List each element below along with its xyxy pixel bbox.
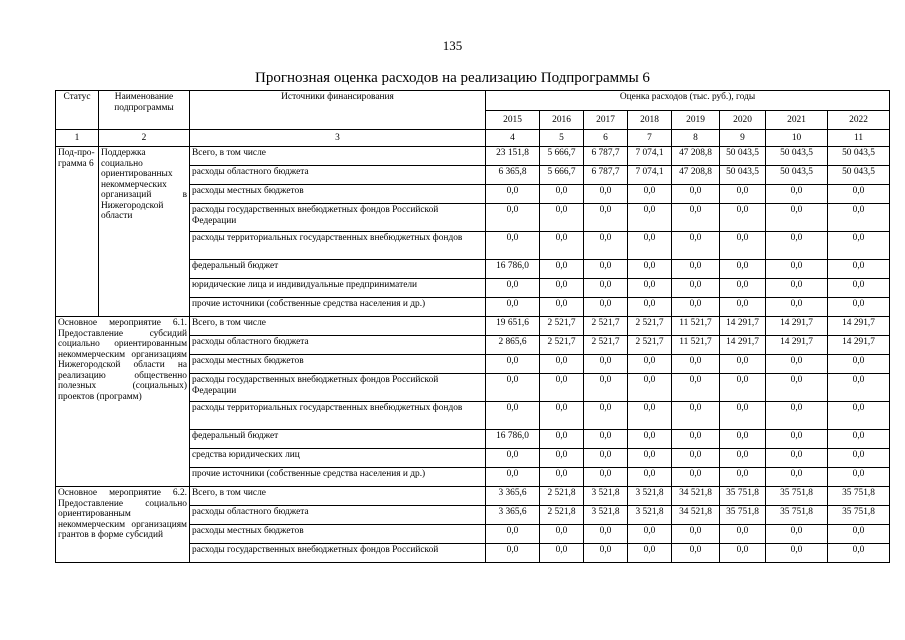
value-cell: 50 043,5 <box>720 147 766 166</box>
column-number: 11 <box>828 130 890 147</box>
funding-source-cell: расходы территориальных государственных внебюджетных фондов <box>190 232 486 260</box>
table-row <box>56 147 890 166</box>
funding-source-cell: расходы государственных внебюджетных фондов Российской Федерации <box>190 374 486 402</box>
value-cell: 3 521,8 <box>584 487 628 506</box>
header-year: 2021 <box>766 111 828 130</box>
value-cell: 0,0 <box>720 468 766 487</box>
header-year: 2018 <box>628 111 672 130</box>
value-cell: 0,0 <box>628 544 672 563</box>
value-cell: 16 786,0 <box>486 430 540 449</box>
header-estimate: Оценка расходов (тыс. руб.), годы <box>486 91 890 111</box>
value-cell: 0,0 <box>584 468 628 487</box>
value-cell: 0,0 <box>584 449 628 468</box>
value-cell: 50 043,5 <box>766 166 828 185</box>
value-cell: 0,0 <box>540 298 584 317</box>
funding-source-cell: Всего, в том числе <box>190 147 486 166</box>
value-cell: 0,0 <box>540 449 584 468</box>
header-status: Статус <box>56 91 99 130</box>
value-cell: 3 521,8 <box>628 487 672 506</box>
funding-source-cell: Всего, в том числе <box>190 317 486 336</box>
value-cell: 0,0 <box>766 402 828 430</box>
value-cell: 14 291,7 <box>766 336 828 355</box>
column-number: 5 <box>540 130 584 147</box>
value-cell: 0,0 <box>720 449 766 468</box>
value-cell: 0,0 <box>766 468 828 487</box>
value-cell: 0,0 <box>540 430 584 449</box>
value-cell: 0,0 <box>766 298 828 317</box>
value-cell: 6 787,7 <box>584 166 628 185</box>
value-cell: 0,0 <box>720 430 766 449</box>
value-cell: 0,0 <box>720 402 766 430</box>
value-cell: 2 521,7 <box>628 336 672 355</box>
value-cell: 11 521,7 <box>672 336 720 355</box>
value-cell: 7 074,1 <box>628 166 672 185</box>
value-cell: 35 751,8 <box>766 506 828 525</box>
value-cell: 0,0 <box>540 402 584 430</box>
column-number: 2 <box>99 130 190 147</box>
value-cell: 16 786,0 <box>486 260 540 279</box>
value-cell: 47 208,8 <box>672 147 720 166</box>
value-cell: 0,0 <box>828 525 890 544</box>
funding-source-cell: прочие источники (собственные средства населения и др.) <box>190 298 486 317</box>
value-cell: 0,0 <box>486 204 540 232</box>
value-cell: 5 666,7 <box>540 166 584 185</box>
funding-source-cell: расходы областного бюджета <box>190 336 486 355</box>
value-cell: 0,0 <box>766 260 828 279</box>
page-number: 135 <box>442 38 463 53</box>
funding-source-cell: федеральный бюджет <box>190 260 486 279</box>
value-cell: 34 521,8 <box>672 506 720 525</box>
status-cell: Под-про-грамма 6 <box>56 147 99 317</box>
value-cell: 0,0 <box>486 468 540 487</box>
value-cell: 0,0 <box>828 204 890 232</box>
value-cell: 0,0 <box>828 430 890 449</box>
value-cell: 0,0 <box>486 544 540 563</box>
value-cell: 50 043,5 <box>828 166 890 185</box>
value-cell: 0,0 <box>672 298 720 317</box>
value-cell: 0,0 <box>766 279 828 298</box>
value-cell: 2 521,8 <box>540 487 584 506</box>
value-cell: 0,0 <box>486 374 540 402</box>
value-cell: 14 291,7 <box>720 317 766 336</box>
column-number: 6 <box>584 130 628 147</box>
value-cell: 0,0 <box>766 355 828 374</box>
event-description-cell: Основное мероприятие 6.1. Предоставление субсидий социально ориентированным некоммерческим организациям Нижегородской области на реализацию общественно полезных (социальных) проектов (программ) <box>56 317 190 487</box>
value-cell: 0,0 <box>584 544 628 563</box>
funding-source-cell: прочие источники (собственные средства населения и др.) <box>190 468 486 487</box>
value-cell: 0,0 <box>672 525 720 544</box>
funding-source-cell: расходы местных бюджетов <box>190 525 486 544</box>
table-row <box>56 317 890 336</box>
value-cell: 0,0 <box>766 544 828 563</box>
value-cell: 0,0 <box>672 185 720 204</box>
value-cell: 0,0 <box>486 402 540 430</box>
value-cell: 0,0 <box>672 402 720 430</box>
value-cell: 0,0 <box>584 374 628 402</box>
value-cell: 0,0 <box>584 279 628 298</box>
header-year: 2017 <box>584 111 628 130</box>
value-cell: 3 365,6 <box>486 487 540 506</box>
value-cell: 0,0 <box>766 232 828 260</box>
value-cell: 0,0 <box>628 355 672 374</box>
value-cell: 0,0 <box>672 374 720 402</box>
column-number: 4 <box>486 130 540 147</box>
funding-source-cell: Всего, в том числе <box>190 487 486 506</box>
value-cell: 35 751,8 <box>828 506 890 525</box>
value-cell: 2 521,7 <box>584 317 628 336</box>
value-cell: 0,0 <box>584 185 628 204</box>
value-cell: 0,0 <box>828 544 890 563</box>
value-cell: 0,0 <box>540 374 584 402</box>
funding-source-cell: расходы государственных внебюджетных фондов Российской Федерации <box>190 204 486 232</box>
value-cell: 3 365,6 <box>486 506 540 525</box>
value-cell: 0,0 <box>540 525 584 544</box>
value-cell: 14 291,7 <box>720 336 766 355</box>
value-cell: 2 521,7 <box>584 336 628 355</box>
event-description-cell: Основное мероприятие 6.2. Предоставление социально ориентированным некоммерческим организациям грантов в форме субсидий <box>56 487 190 563</box>
value-cell: 0,0 <box>540 279 584 298</box>
value-cell: 6 365,8 <box>486 166 540 185</box>
header-row <box>56 91 890 111</box>
value-cell: 0,0 <box>486 525 540 544</box>
value-cell: 0,0 <box>672 544 720 563</box>
value-cell: 0,0 <box>584 232 628 260</box>
value-cell: 2 521,7 <box>540 336 584 355</box>
value-cell: 0,0 <box>486 355 540 374</box>
value-cell: 0,0 <box>828 355 890 374</box>
value-cell: 23 151,8 <box>486 147 540 166</box>
value-cell: 0,0 <box>672 279 720 298</box>
value-cell: 0,0 <box>766 430 828 449</box>
value-cell: 0,0 <box>540 468 584 487</box>
value-cell: 35 751,8 <box>720 506 766 525</box>
column-number: 3 <box>190 130 486 147</box>
value-cell: 0,0 <box>584 355 628 374</box>
value-cell: 0,0 <box>628 374 672 402</box>
value-cell: 0,0 <box>486 279 540 298</box>
value-cell: 5 666,7 <box>540 147 584 166</box>
value-cell: 0,0 <box>766 374 828 402</box>
value-cell: 0,0 <box>628 260 672 279</box>
funding-source-cell: расходы территориальных государственных внебюджетных фондов <box>190 402 486 430</box>
value-cell: 0,0 <box>828 468 890 487</box>
value-cell: 0,0 <box>584 204 628 232</box>
value-cell: 0,0 <box>584 525 628 544</box>
funding-source-cell: расходы государственных внебюджетных фондов Российской <box>190 544 486 563</box>
value-cell: 14 291,7 <box>766 317 828 336</box>
value-cell: 0,0 <box>672 204 720 232</box>
value-cell: 0,0 <box>828 185 890 204</box>
value-cell: 35 751,8 <box>720 487 766 506</box>
value-cell: 0,0 <box>540 355 584 374</box>
value-cell: 0,0 <box>720 260 766 279</box>
header-year: 2020 <box>720 111 766 130</box>
value-cell: 7 074,1 <box>628 147 672 166</box>
column-number-row <box>56 130 890 147</box>
value-cell: 0,0 <box>828 260 890 279</box>
value-cell: 11 521,7 <box>672 317 720 336</box>
table-row <box>56 487 890 506</box>
value-cell: 0,0 <box>672 468 720 487</box>
value-cell: 34 521,8 <box>672 487 720 506</box>
budget-table <box>55 90 890 563</box>
program-name-cell: Поддержка социально ориентированных некоммерческих организаций в Нижегородской области <box>99 147 190 317</box>
value-cell: 0,0 <box>540 185 584 204</box>
value-cell: 50 043,5 <box>720 166 766 185</box>
value-cell: 0,0 <box>720 544 766 563</box>
value-cell: 0,0 <box>540 232 584 260</box>
value-cell: 0,0 <box>828 374 890 402</box>
value-cell: 2 865,6 <box>486 336 540 355</box>
value-cell: 0,0 <box>486 232 540 260</box>
value-cell: 0,0 <box>828 449 890 468</box>
column-number: 1 <box>56 130 99 147</box>
value-cell: 2 521,8 <box>540 506 584 525</box>
column-number: 7 <box>628 130 672 147</box>
header-year: 2022 <box>828 111 890 130</box>
value-cell: 0,0 <box>720 232 766 260</box>
value-cell: 0,0 <box>584 430 628 449</box>
value-cell: 19 651,6 <box>486 317 540 336</box>
header-name: Наименование подпрограммы <box>99 91 190 130</box>
value-cell: 0,0 <box>584 298 628 317</box>
header-year: 2016 <box>540 111 584 130</box>
value-cell: 0,0 <box>766 185 828 204</box>
header-source: Источники финансирования <box>190 91 486 130</box>
value-cell: 0,0 <box>766 449 828 468</box>
funding-source-cell: средства юридических лиц <box>190 449 486 468</box>
funding-source-cell: федеральный бюджет <box>190 430 486 449</box>
funding-source-cell: расходы местных бюджетов <box>190 355 486 374</box>
header-year: 2019 <box>672 111 720 130</box>
funding-source-cell: расходы областного бюджета <box>190 166 486 185</box>
value-cell: 0,0 <box>540 544 584 563</box>
header-year: 2015 <box>486 111 540 130</box>
column-number: 8 <box>672 130 720 147</box>
value-cell: 35 751,8 <box>766 487 828 506</box>
value-cell: 0,0 <box>720 298 766 317</box>
value-cell: 0,0 <box>486 449 540 468</box>
value-cell: 0,0 <box>672 355 720 374</box>
value-cell: 0,0 <box>486 185 540 204</box>
column-number: 10 <box>766 130 828 147</box>
value-cell: 0,0 <box>766 525 828 544</box>
value-cell: 0,0 <box>584 260 628 279</box>
value-cell: 47 208,8 <box>672 166 720 185</box>
value-cell: 0,0 <box>672 449 720 468</box>
column-number: 9 <box>720 130 766 147</box>
funding-source-cell: расходы местных бюджетов <box>190 185 486 204</box>
value-cell: 0,0 <box>540 204 584 232</box>
value-cell: 0,0 <box>486 298 540 317</box>
table-title: Прогнозная оценка расходов на реализацию Подпрограммы 6 <box>255 70 650 86</box>
value-cell: 0,0 <box>720 185 766 204</box>
value-cell: 2 521,7 <box>540 317 584 336</box>
value-cell: 14 291,7 <box>828 317 890 336</box>
value-cell: 0,0 <box>828 279 890 298</box>
value-cell: 6 787,7 <box>584 147 628 166</box>
value-cell: 35 751,8 <box>828 487 890 506</box>
value-cell: 0,0 <box>628 525 672 544</box>
value-cell: 0,0 <box>628 279 672 298</box>
value-cell: 0,0 <box>628 298 672 317</box>
value-cell: 0,0 <box>628 204 672 232</box>
value-cell: 3 521,8 <box>584 506 628 525</box>
value-cell: 0,0 <box>720 525 766 544</box>
value-cell: 3 521,8 <box>628 506 672 525</box>
value-cell: 0,0 <box>766 204 828 232</box>
value-cell: 0,0 <box>628 402 672 430</box>
value-cell: 0,0 <box>828 402 890 430</box>
value-cell: 2 521,7 <box>628 317 672 336</box>
value-cell: 0,0 <box>720 374 766 402</box>
value-cell: 0,0 <box>720 279 766 298</box>
value-cell: 50 043,5 <box>828 147 890 166</box>
value-cell: 0,0 <box>628 232 672 260</box>
value-cell: 0,0 <box>628 468 672 487</box>
value-cell: 0,0 <box>628 430 672 449</box>
value-cell: 50 043,5 <box>766 147 828 166</box>
value-cell: 0,0 <box>828 298 890 317</box>
value-cell: 0,0 <box>540 260 584 279</box>
value-cell: 0,0 <box>672 430 720 449</box>
funding-source-cell: юридические лица и индивидуальные предприниматели <box>190 279 486 298</box>
value-cell: 0,0 <box>720 204 766 232</box>
value-cell: 14 291,7 <box>828 336 890 355</box>
value-cell: 0,0 <box>584 402 628 430</box>
value-cell: 0,0 <box>672 260 720 279</box>
value-cell: 0,0 <box>672 232 720 260</box>
value-cell: 0,0 <box>720 355 766 374</box>
value-cell: 0,0 <box>628 185 672 204</box>
funding-source-cell: расходы областного бюджета <box>190 506 486 525</box>
value-cell: 0,0 <box>828 232 890 260</box>
value-cell: 0,0 <box>628 449 672 468</box>
